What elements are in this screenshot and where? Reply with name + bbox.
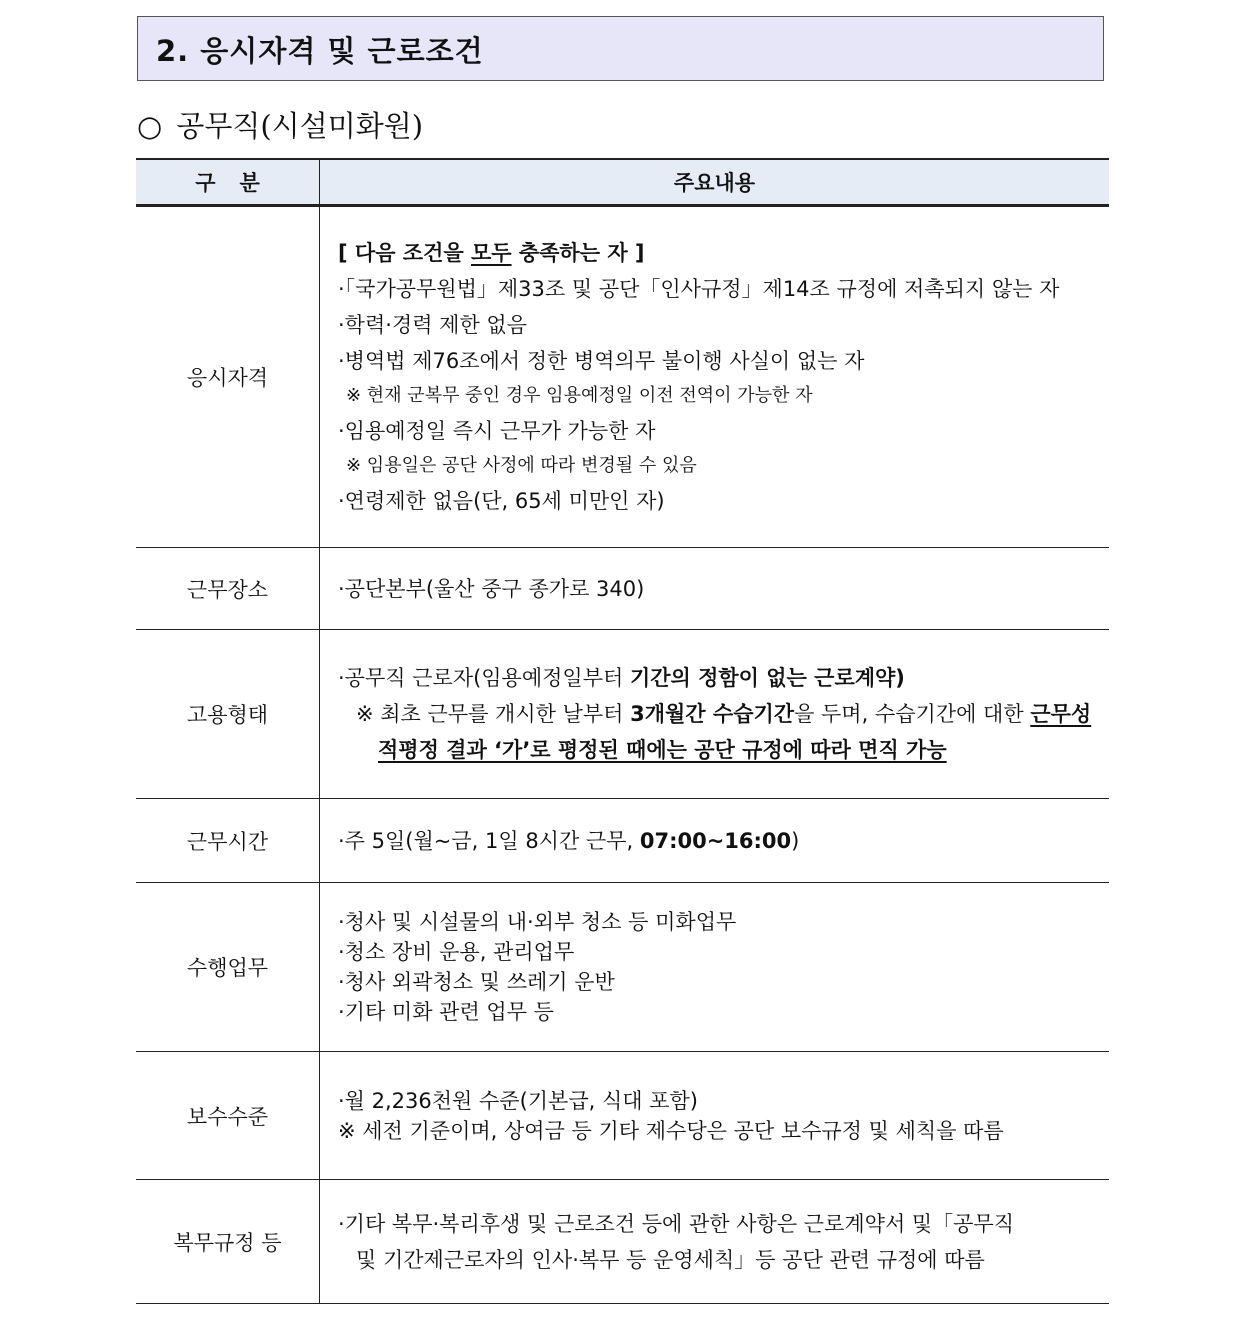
row-location: [136, 548, 1109, 630]
circle-bullet-icon: ○: [137, 109, 163, 143]
row-pay: [136, 1052, 1109, 1180]
row-content: [320, 1180, 1110, 1304]
table-header-row: [136, 159, 1109, 206]
list-item: ·공단본부(울산 중구 종가로 340): [338, 576, 645, 601]
row-content: [320, 206, 1110, 548]
list-note: ※ 세전 기준이며, 상여금 등 기타 제수당은 공단 보수규정 및 세칙을 따름: [338, 1118, 1004, 1143]
row-content: [320, 1052, 1110, 1180]
list-item-continued: 및 기간제근로자의 인사·복무 등 운영세칙」등 공단 관련 규정에 따름: [356, 1247, 985, 1272]
list-item: ·「국가공무원법」제33조 및 공단「인사규정」제14조 규정에 저촉되지 않는 자: [338, 277, 1060, 301]
row-content: [320, 883, 1110, 1052]
list-item: ·연령제한 없음(단, 65세 미만인 자): [338, 489, 665, 513]
header-category: 구분: [136, 159, 320, 206]
eligibility-heading: [ 다음 조건을 모두 충족하는 자 ]: [338, 241, 645, 265]
list-item: ·임용예정일 즉시 근무가 가능한 자: [338, 419, 656, 443]
row-eligibility: [136, 206, 1109, 548]
list-note: ※ 임용일은 공단 사정에 따라 변경될 수 있음: [346, 455, 697, 476]
subtitle: [137, 104, 423, 145]
list-item: ·학력·경력 제한 없음: [338, 313, 527, 337]
row-label: 응시자격: [136, 206, 320, 548]
section-header: [137, 16, 1104, 81]
row-label: 복무규정 등: [136, 1180, 320, 1304]
list-item: ·월 2,236천원 수준(기본급, 식대 포함): [338, 1088, 698, 1113]
list-item: ·공무직 근로자(임용예정일부터 기간의 정함이 없는 근로계약): [338, 666, 905, 690]
row-label: 고용형태: [136, 630, 320, 799]
list-item: ·청사 외곽청소 및 쓰레기 운반: [338, 970, 615, 994]
row-label: 근무시간: [136, 799, 320, 883]
list-item: ·기타 복무·복리후생 및 근로조건 등에 관한 사항은 근로계약서 및「공무직: [338, 1211, 1015, 1236]
row-content: [320, 799, 1110, 883]
row-label: 근무장소: [136, 548, 320, 630]
header-content: 주요내용: [320, 159, 1110, 206]
row-employment: [136, 630, 1109, 799]
list-item: ·청소 장비 운용, 관리업무: [338, 940, 575, 964]
row-hours: [136, 799, 1109, 883]
row-label: 수행업무: [136, 883, 320, 1052]
subtitle-text: 공무직(시설미화원): [176, 109, 424, 143]
row-content: [320, 630, 1110, 799]
row-duties: [136, 883, 1109, 1052]
list-item: ·병역법 제76조에서 정한 병역의무 불이행 사실이 없는 자: [338, 349, 865, 373]
list-item: ·청사 및 시설물의 내·외부 청소 등 미화업무: [338, 910, 737, 934]
list-note-continued: 적평정 결과 ‘가’로 평정된 때에는 공단 규정에 따라 면직 가능: [378, 738, 947, 762]
row-content: [320, 548, 1110, 630]
conditions-table: [136, 158, 1109, 1304]
section-title: 2. 응시자격 및 근로조건: [156, 34, 484, 68]
list-item: ·주 5일(월~금, 1일 8시간 근무, 07:00~16:00): [338, 828, 800, 853]
list-note: ※ 현재 군복무 중인 경우 임용예정일 이전 전역이 가능한 자: [346, 385, 813, 406]
list-item: ·기타 미화 관련 업무 등: [338, 1000, 554, 1024]
row-rules: [136, 1180, 1109, 1304]
row-label: 보수수준: [136, 1052, 320, 1180]
list-note: ※ 최초 근무를 개시한 날부터 3개월간 수습기간을 두며, 수습기간에 대한 근무성: [356, 702, 1092, 726]
